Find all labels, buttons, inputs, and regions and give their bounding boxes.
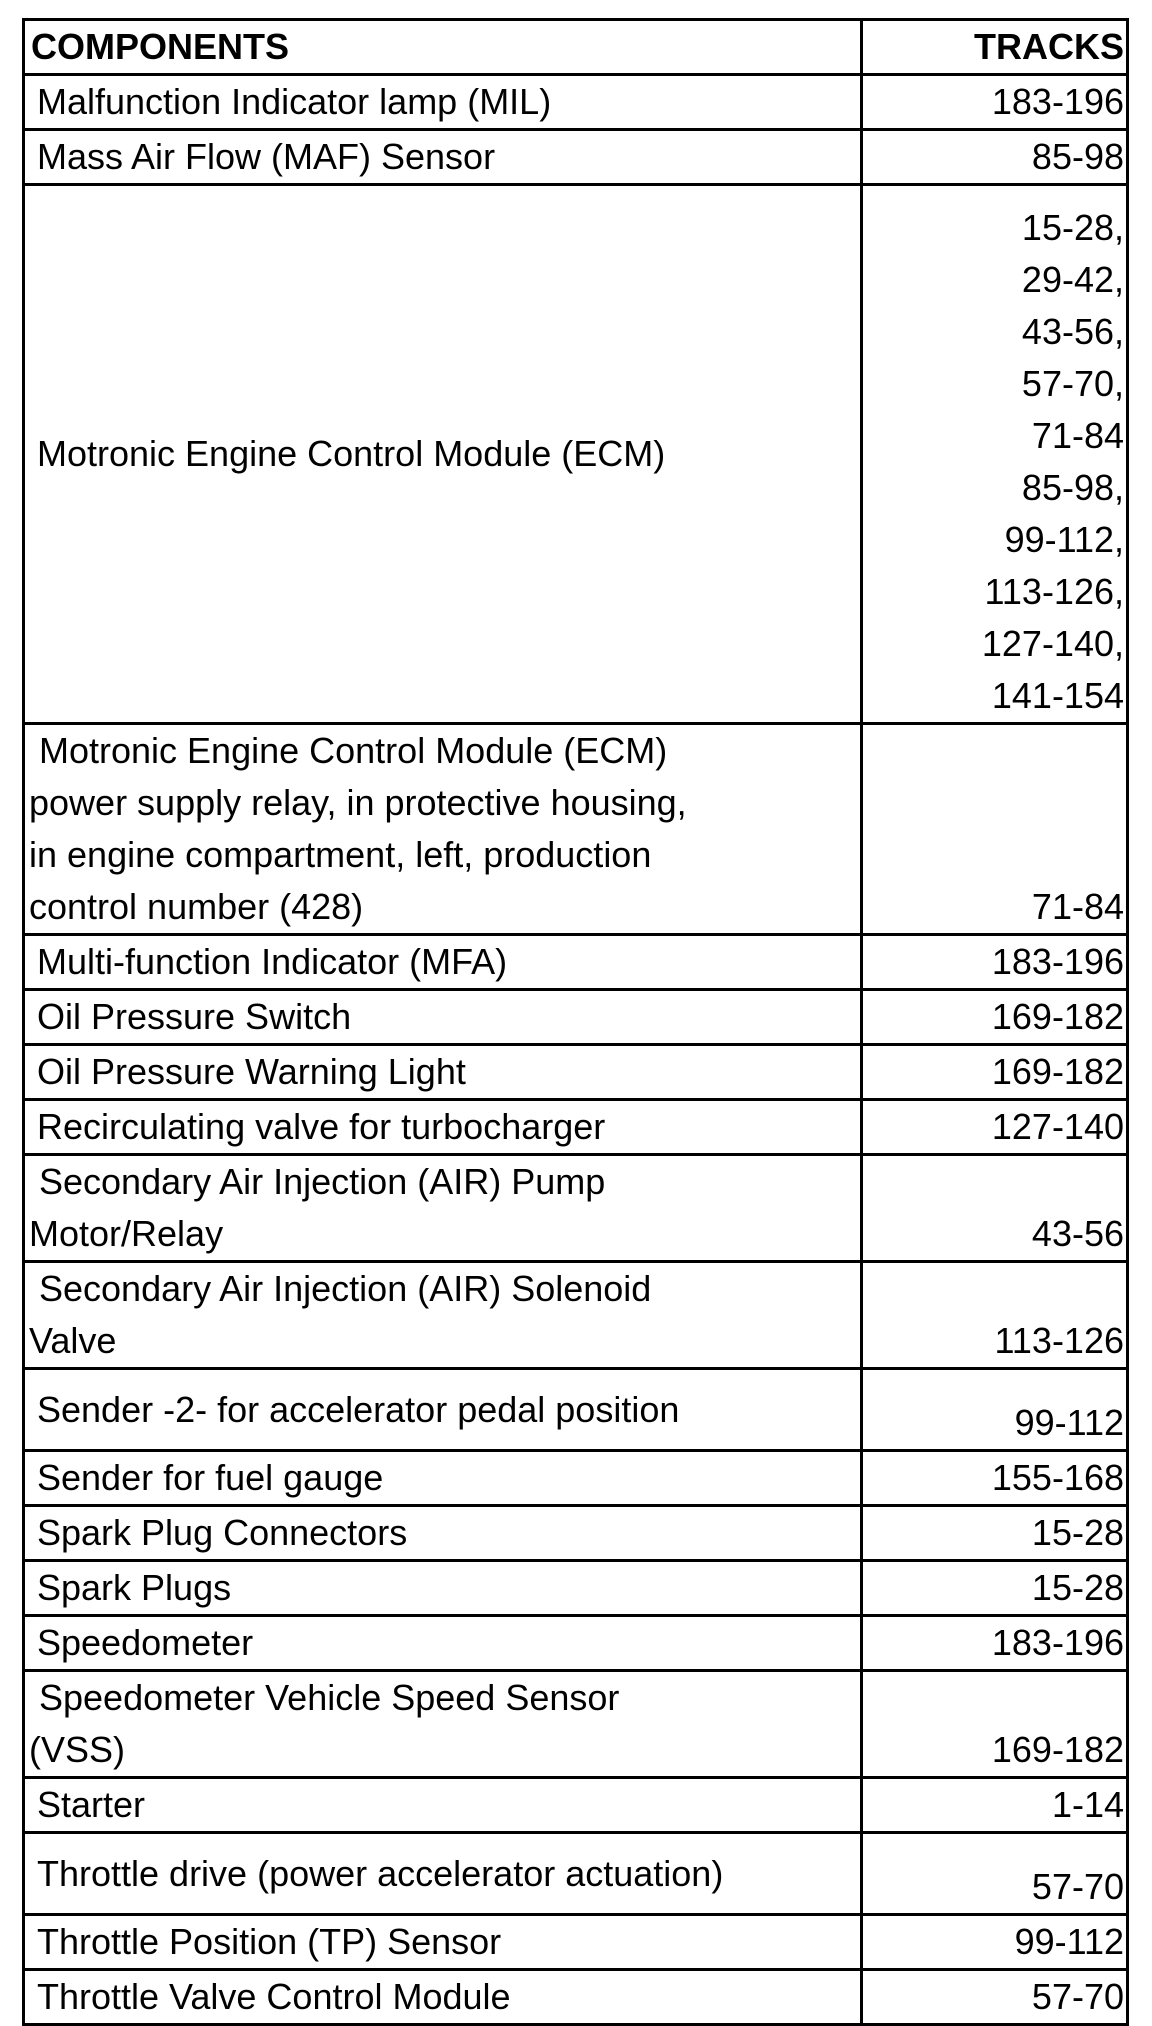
table-row: [24, 990, 1128, 1045]
component-line: Motor/Relay: [29, 1213, 224, 1254]
component-line: Secondary Air Injection (AIR) Pump: [39, 1161, 606, 1202]
table-row: [24, 1616, 1128, 1671]
tracks-entry: 85-98,: [1021, 467, 1124, 508]
components-tracks-table: [22, 18, 1129, 2026]
tracks-cell: 15-28: [862, 1561, 1128, 1616]
tracks-header: TRACKS: [862, 20, 1128, 75]
tracks-cell: 57-70: [862, 1970, 1128, 2025]
tracks-cell: 15-28: [862, 1506, 1128, 1561]
tracks-cell: 127-140: [862, 1100, 1128, 1155]
components-header: COMPONENTS: [24, 20, 862, 75]
tracks-cell: 169-182: [862, 1045, 1128, 1100]
tracks-cell: 169-182: [862, 1671, 1128, 1778]
tracks-cell: 99-112: [862, 1369, 1128, 1451]
tracks-entry: 57-70,: [1021, 363, 1124, 404]
header-row: [24, 20, 1128, 75]
tracks-cell: 85-98: [862, 130, 1128, 185]
tracks-cell: 71-84: [862, 724, 1128, 935]
tracks-cell: 183-196: [862, 1616, 1128, 1671]
component-line: control number (428): [29, 886, 364, 927]
component-cell: Multi-function Indicator (MFA): [24, 935, 862, 990]
table-row: [24, 1778, 1128, 1833]
tracks-cell: 57-70: [862, 1833, 1128, 1915]
tracks-cell: 155-168: [862, 1451, 1128, 1506]
component-cell: Throttle drive (power accelerator actuation): [24, 1833, 862, 1915]
table-row: [24, 1671, 1128, 1778]
tracks-cell: 43-56: [862, 1155, 1128, 1262]
tracks-entry: 127-140,: [981, 623, 1124, 664]
component-cell: Spark Plug Connectors: [24, 1506, 862, 1561]
table-row: [24, 1262, 1128, 1369]
component-cell: Throttle Position (TP) Sensor: [24, 1915, 862, 1970]
tracks-cell: 99-112: [862, 1915, 1128, 1970]
tracks-entry: 43-56,: [1021, 311, 1124, 352]
component-cell: Spark Plugs: [24, 1561, 862, 1616]
component-cell: Sender -2- for accelerator pedal position: [24, 1369, 862, 1451]
component-cell: [24, 724, 862, 935]
table-row: [24, 130, 1128, 185]
tracks-entry: 15-28,: [1021, 207, 1124, 248]
tracks-entry: 141-154: [991, 675, 1124, 716]
tracks-cell: 169-182: [862, 990, 1128, 1045]
component-cell: Speedometer: [24, 1616, 862, 1671]
component-cell: Oil Pressure Warning Light: [24, 1045, 862, 1100]
component-cell: Starter: [24, 1778, 862, 1833]
table-row: [24, 1451, 1128, 1506]
table-row: [24, 1833, 1128, 1915]
table-row: [24, 75, 1128, 130]
table-row: [24, 1970, 1128, 2025]
component-cell: [24, 1671, 862, 1778]
component-line: Secondary Air Injection (AIR) Solenoid: [39, 1268, 652, 1309]
component-cell: Sender for fuel gauge: [24, 1451, 862, 1506]
table-row: [24, 935, 1128, 990]
table-row: [24, 1561, 1128, 1616]
tracks-entry: 29-42,: [1021, 259, 1124, 300]
table-row: [24, 1045, 1128, 1100]
component-line: Motronic Engine Control Module (ECM): [39, 730, 668, 771]
component-line: power supply relay, in protective housing,: [29, 782, 687, 823]
component-cell: Recirculating valve for turbocharger: [24, 1100, 862, 1155]
component-line: in engine compartment, left, production: [29, 834, 652, 875]
component-line: Speedometer Vehicle Speed Sensor: [39, 1677, 620, 1718]
component-cell: Throttle Valve Control Module: [24, 1970, 862, 2025]
tracks-entry: 99-112,: [1004, 519, 1124, 560]
tracks-cell: 1-14: [862, 1778, 1128, 1833]
table-row: [24, 1369, 1128, 1451]
component-line: (VSS): [29, 1729, 126, 1770]
component-cell: Mass Air Flow (MAF) Sensor: [24, 130, 862, 185]
tracks-cell: 183-196: [862, 935, 1128, 990]
component-cell: [24, 1262, 862, 1369]
component-cell: Oil Pressure Switch: [24, 990, 862, 1045]
table-row: [24, 185, 1128, 724]
tracks-entry: 113-126,: [984, 571, 1124, 612]
tracks-list-cell: [862, 185, 1128, 724]
table-row: [24, 1100, 1128, 1155]
table-row: [24, 724, 1128, 935]
tracks-entry: 71-84: [1031, 415, 1124, 456]
tracks-cell: 113-126: [862, 1262, 1128, 1369]
component-line: Valve: [29, 1320, 117, 1361]
table-row: [24, 1915, 1128, 1970]
component-cell: [24, 1155, 862, 1262]
tracks-cell: 183-196: [862, 75, 1128, 130]
table-row: [24, 1506, 1128, 1561]
component-cell: Motronic Engine Control Module (ECM): [24, 185, 862, 724]
component-cell: Malfunction Indicator lamp (MIL): [24, 75, 862, 130]
table-row: [24, 1155, 1128, 1262]
